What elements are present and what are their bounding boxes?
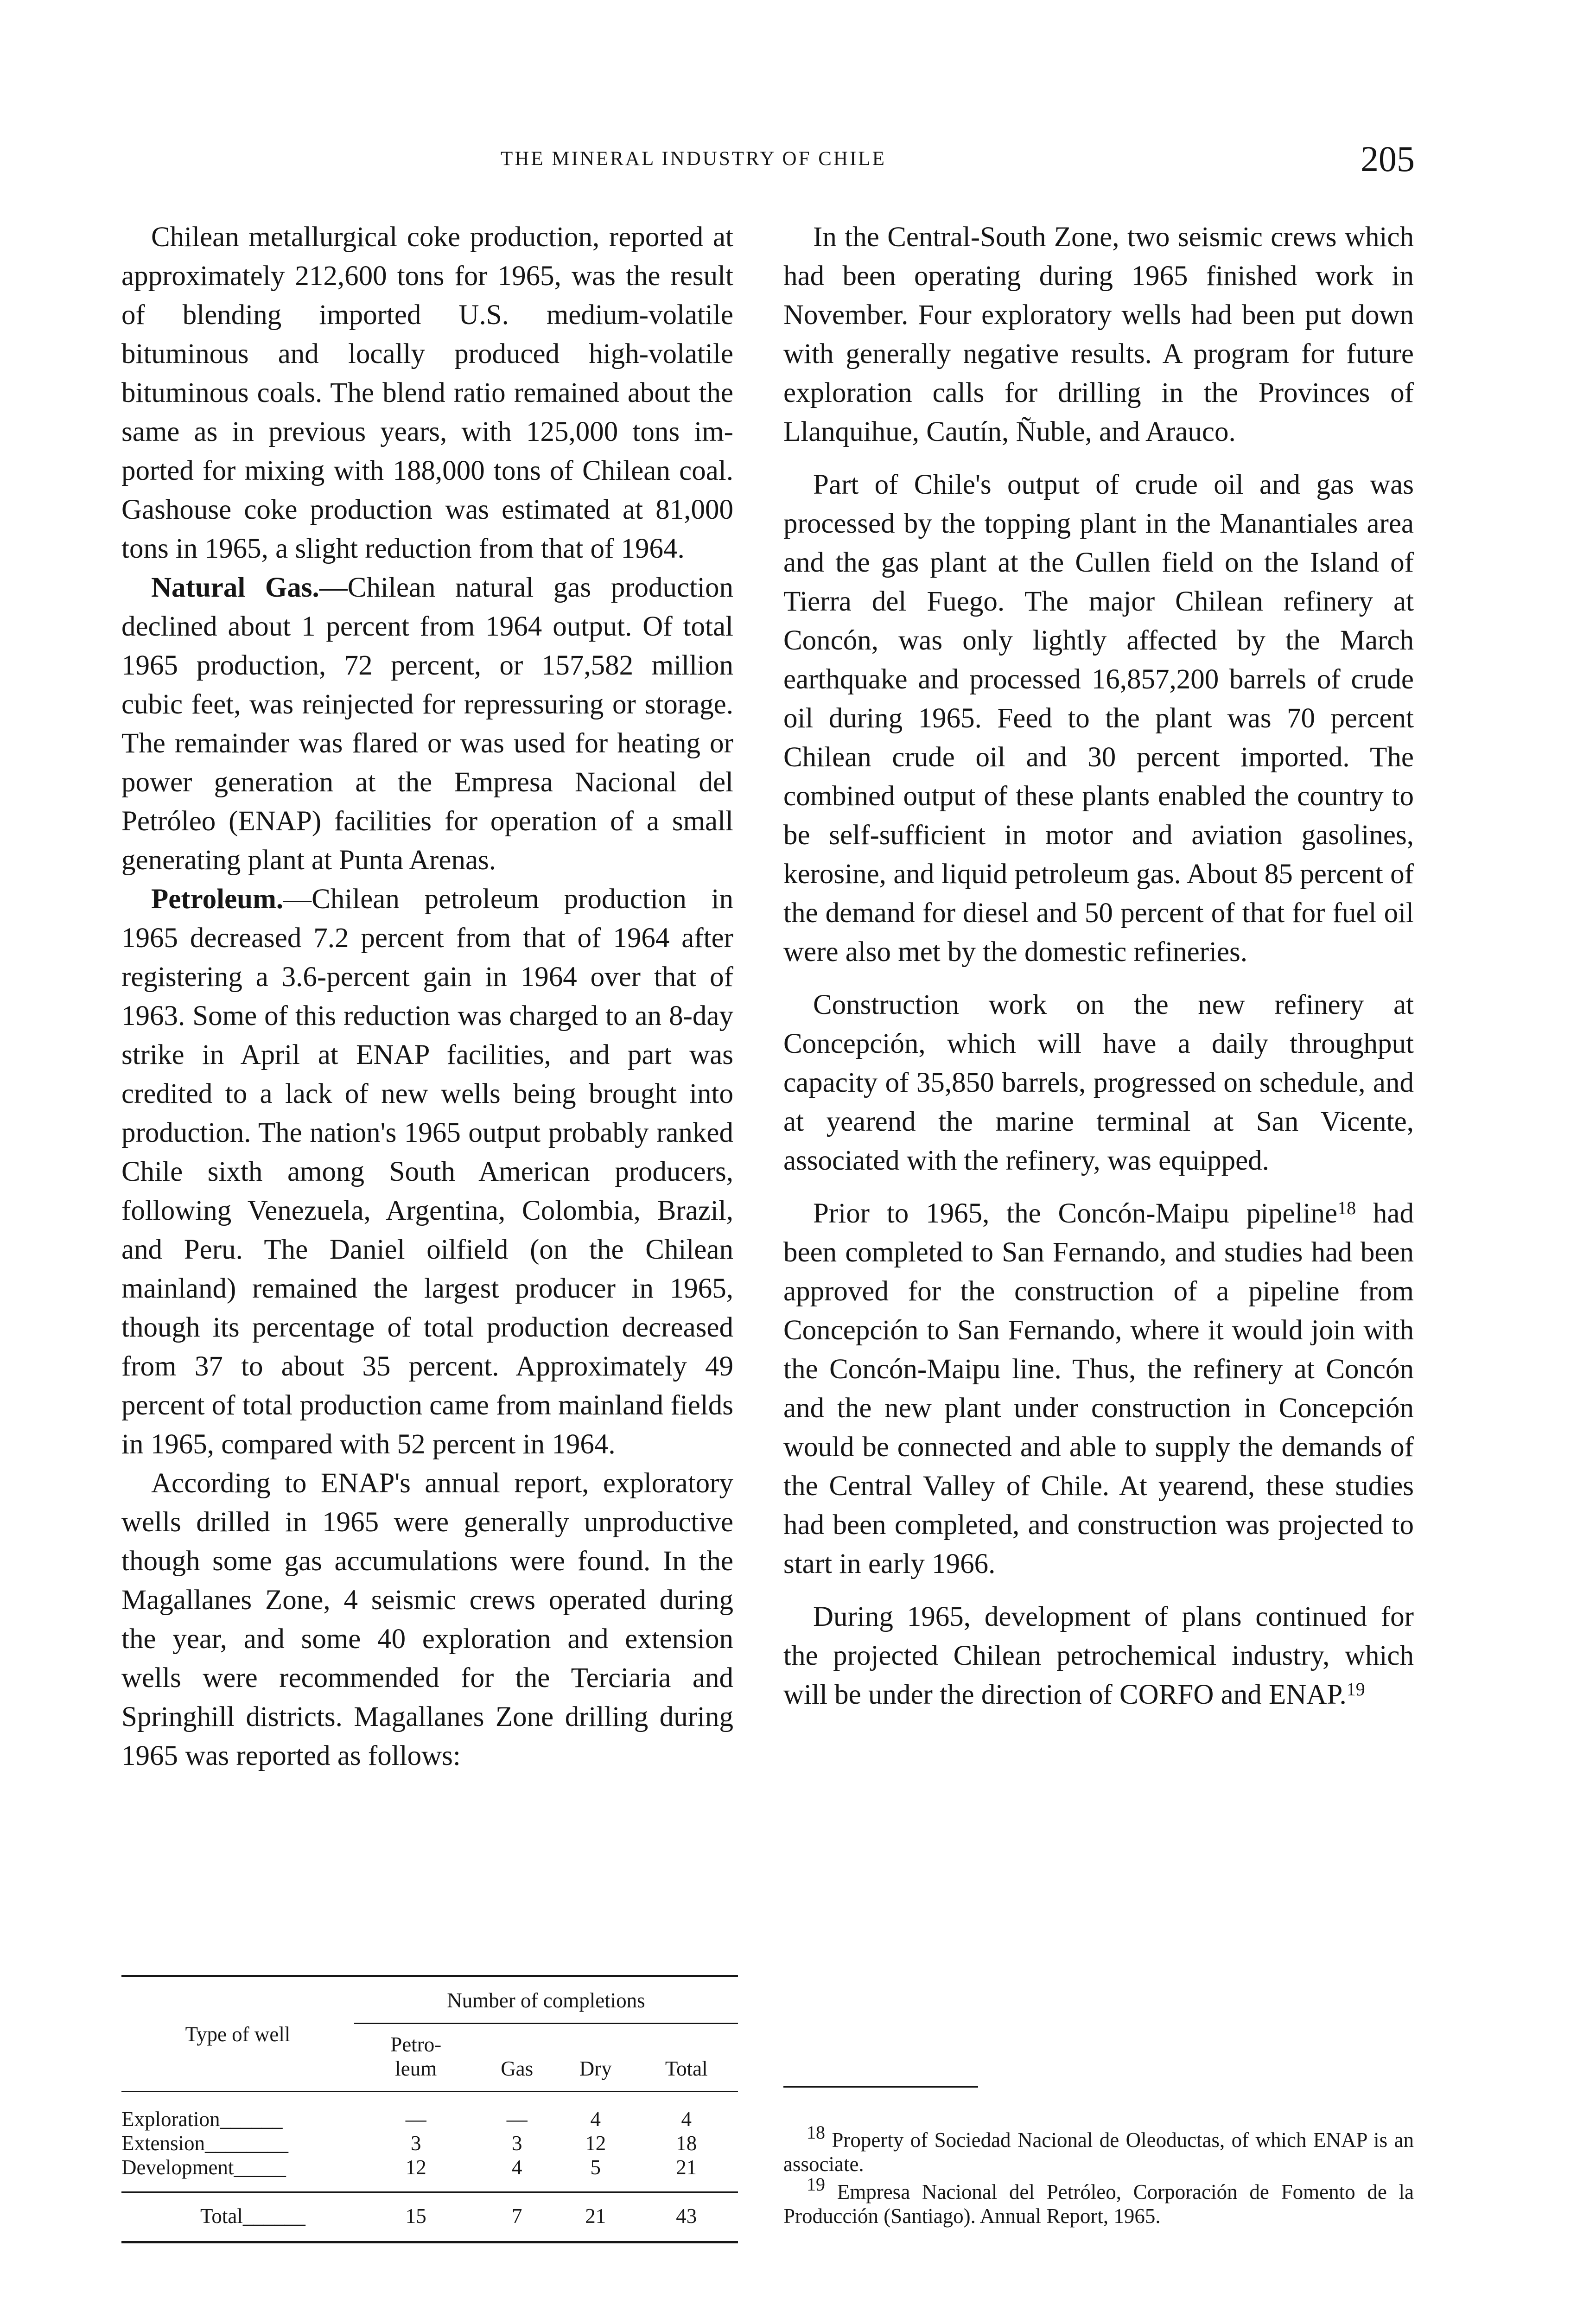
col-header-total: Total — [635, 2024, 738, 2092]
table-cell: 21 — [556, 2192, 635, 2242]
table-cell: 3 — [410, 2132, 421, 2155]
table-cell: — — [405, 2108, 426, 2131]
paragraph-central-south: In the Central-South Zone, two seismic crews which had been operating during 1965 finished work in November. Four exploratory wells had been put down with generally negative results. A program for future exploration calls for drilling in the Provinces of Llanquihue, Cautín, Ñuble, and Arauco. — [783, 222, 1414, 447]
footnote-rule — [783, 2086, 978, 2088]
page-number: 205 — [1361, 139, 1415, 179]
paragraph-natural-gas — [121, 568, 733, 880]
table-cell: 12 — [405, 2156, 426, 2179]
table-cell: 4 — [681, 2108, 692, 2131]
footnote-ref-19[interactable]: 19 — [1346, 1679, 1365, 1700]
paragraph-petroleum — [121, 880, 733, 1464]
table-cell: 3 — [511, 2132, 522, 2155]
table-cell: — — [506, 2108, 528, 2131]
table-cell: 5 — [590, 2156, 601, 2179]
right-column — [783, 218, 1414, 1728]
footnote-19 — [783, 2174, 1414, 2228]
table-cell: 4 — [511, 2156, 522, 2179]
table-cell: 15 — [354, 2192, 477, 2242]
paragraph-refining: Part of Chile's output of crude oil and gas was processed by the topping plant in the Manantiales area and the gas plant at the Cullen field on the Island of Tierra del Fuego. The major Chilean refinery at Concón, was only lightly affected by the March earthquake and processed 16,857,200 barrels of crude oil during 1965. Feed to the plant was 70 percent Chilean crude oil and 30 percent imported. The combined output of these plants enabled the country to be self-sufficient in motor and aviation gasolines, kerosine, and liquid petroleum gas. About 85 percent of the demand for diesel and 50 percent of that for fuel oil were also met by the domestic refineries. — [783, 469, 1414, 968]
paragraph-concepcion-refinery: Construction work on the new refinery at Concepción, which will have a daily throughput capacity of 35,850 barrels, progressed on schedule, and at yearend the marine terminal at San Vicente, associated with the refinery, was equipped. — [783, 989, 1414, 1176]
table-cell: 7 — [477, 2192, 556, 2242]
row-label: Development_____ — [121, 2156, 286, 2179]
paragraph-pipeline-text-b: had been completed to San Fernando, and studies had been approved for the construction of a pipeline from Concepción to San Fernando, where it would join with the Concón-Maipu line. Thus, the refinery at Concón and the new plant under construction in Concepción would be connected and able to supply the demands of the Central Valley of Chile. At yearend, these studies had been completed, and construction was projected to start in early 1966. — [783, 1198, 1414, 1579]
table-cell: 18 — [676, 2132, 697, 2155]
row-label: Total______ — [121, 2192, 354, 2242]
paragraph-natural-gas-text: —Chilean natural gas production declined about 1 percent from 1964 output. Of total 1965 production, 72 percent, or 157,582 million cubic feet, was reinjected for repressuring or storage. The remainder was flared or was used for heating or power generation at the Empresa Nacional del Petróleo (ENAP) facilities for operation of a small generating plant at Punta Arenas. — [121, 572, 733, 876]
row-label: Exploration______ — [121, 2108, 283, 2131]
paragraph-petroleum-text: —Chilean petroleum production in 1965 decreased 7.2 percent from that of 1964 after registering a 3.6-percent gain in 1964 over that of 1963. Some of this reduction was charged to an 8-day strike in April at ENAP facilities, and part was credited to a lack of new wells being brought into production. The nation's 1965 output probably ranked Chile sixth among South American producers, following Venezuela, Argentina, Colombia, Brazil, and Peru. The Daniel oilfield (on the Chilean mainland) remained the largest producer in 1965, though its percentage of total production decreased from 37 to about 35 percent. Approximately 49 percent of total production came from mainland fields in 1965, compared with 52 percent in 1964. — [121, 884, 733, 1460]
runin-natural-gas: Natural Gas. — [151, 572, 319, 603]
footnote-ref-18[interactable]: 18 — [1337, 1197, 1356, 1218]
table-row — [121, 2131, 738, 2155]
runin-petroleum: Petroleum. — [151, 884, 284, 915]
running-head: THE MINERAL INDUSTRY OF CHILE — [501, 148, 886, 170]
footnote-18 — [783, 2122, 1414, 2176]
paragraph-pipeline — [783, 1194, 1414, 1584]
completions-table — [121, 1975, 738, 2243]
footnote-text: Empresa Nacional del Petróleo, Corporación de Fomento de la Producción (Santiago). Annual Report, 1965. — [783, 2180, 1414, 2228]
table-cell: 43 — [635, 2192, 738, 2242]
table-row — [121, 2092, 738, 2132]
paragraph-enap-report: According to ENAP's annual report, exploratory wells drilled in 1965 were generally unproductive though some gas accumulations were found. In the Magallanes Zone, 4 seismic crews operated during the year, and some 40 exploration and extension wells were recommended for the Terciaria and Springhill districts. Magallanes Zone drilling during 1965 was reported as follows: — [121, 1468, 733, 1771]
paragraph-petrochemical-text: During 1965, development of plans continued for the projected Chilean petrochemical industry, which will be under the direction of CORFO and ENAP. — [783, 1601, 1414, 1710]
col-header-dry: Dry — [556, 2024, 635, 2092]
left-column — [121, 218, 733, 1776]
footnotes — [783, 2122, 1414, 2232]
table-row — [121, 2155, 738, 2192]
table-cell: 12 — [585, 2132, 606, 2155]
row-label: Extension________ — [121, 2132, 288, 2155]
paragraph-coke: Chilean metallurgical coke production, reported at approximately 212,600 tons for 1965, was the result of blending imported U.S. medium-volatile bituminous and locally produced high-volatile bituminous coals. The blend ratio remained about the same as in previous years, with 125,000 tons imported for mixing with 188,000 tons of Chilean coal. Gashouse coke production was estimated at 81,000 tons in 1965, a slight reduction from that of 1964. — [121, 222, 733, 564]
paragraph-pipeline-text-a: Prior to 1965, the Concón-Maipu pipeline — [813, 1198, 1338, 1229]
footnote-text: Property of Sociedad Nacional de Oleoductas, of which ENAP is an associate. — [783, 2128, 1414, 2176]
table-cell: 4 — [590, 2108, 601, 2131]
number-of-completions-header: Number of completions — [354, 1976, 738, 2024]
type-of-well-header: Type of well — [121, 1976, 354, 2092]
paragraph-petrochemical — [783, 1598, 1414, 1714]
footnote-number: 18 — [807, 2122, 825, 2143]
col-header-petroleum: Petro- leum — [354, 2024, 477, 2092]
table-total-row — [121, 2192, 738, 2242]
footnote-number: 19 — [807, 2174, 825, 2195]
table-cell: 21 — [676, 2156, 697, 2179]
col-header-gas: Gas — [477, 2024, 556, 2092]
